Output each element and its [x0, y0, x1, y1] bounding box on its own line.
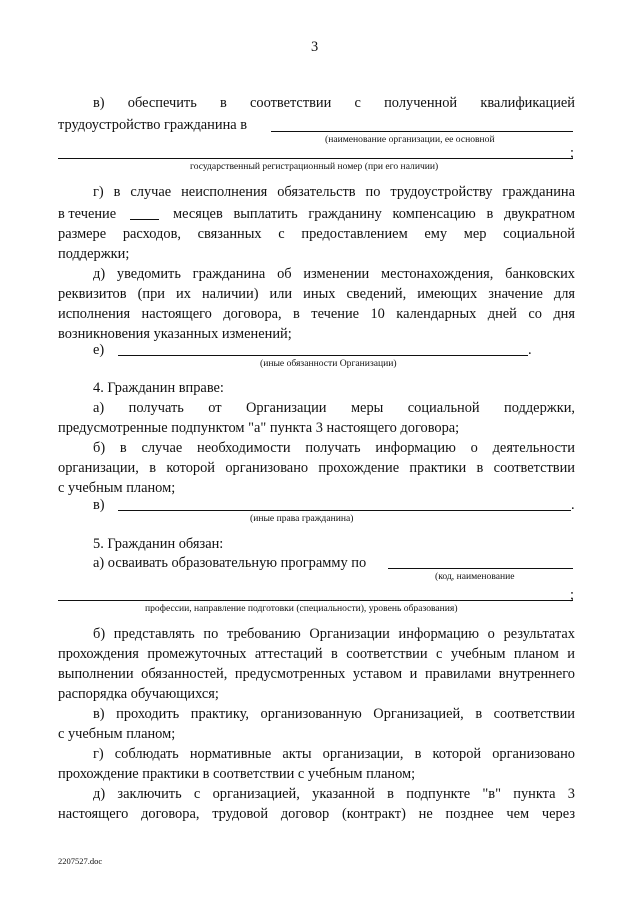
other-org-duties-field[interactable]	[118, 355, 528, 356]
clause-g-line-2-end: месяцев выплатить гражданину компенсацию в двукратном	[173, 206, 575, 222]
page-number: 3	[311, 39, 319, 55]
other-citizen-rights-caption: (иные права гражданина)	[250, 513, 354, 524]
section-5-v-line-2: с учебным планом;	[58, 726, 176, 742]
program-details-field[interactable]	[58, 600, 573, 601]
employer-field-end-mark: ;	[570, 145, 574, 161]
clause-g-line-1: г) в случае неисполнения обязательств по трудоустройству гражданина	[93, 184, 575, 200]
clause-g-line-4: поддержки;	[58, 246, 130, 262]
months-field[interactable]	[130, 219, 159, 220]
section-4-a-line-2: предусмотренные подпунктом "а" пункта 3 настоящего договора;	[58, 420, 460, 436]
section-5-d-line-1: д) заключить с организацией, указанной в подпункте "в" пункта 3	[93, 786, 575, 802]
section-5-b-line-2: прохождения промежуточных аттестаций в соответствии с учебным планом и	[58, 646, 575, 662]
section-5-b-line-4: распорядка обучающихся;	[58, 686, 219, 702]
clause-v-line-1: в) обеспечить в соответствии с полученной квалификацией	[93, 95, 575, 111]
section-4-b-line-1: б) в случае необходимости получать информацию о деятельности	[93, 440, 575, 456]
employer-reg-number-caption: государственный регистрационный номер (при его наличии)	[190, 161, 439, 172]
clause-d-line-1: д) уведомить гражданина об изменении местонахождения, банковских	[93, 266, 575, 282]
employer-name-caption: (наименование организации, ее основной	[325, 134, 495, 145]
clause-e-label: е)	[93, 342, 105, 358]
section-5-g-line-1: г) соблюдать нормативные акты организации, в которой организовано	[93, 746, 575, 762]
employer-name-field[interactable]	[271, 131, 573, 132]
clause-e-end-mark: .	[528, 342, 532, 358]
section-5-b-line-1: б) представлять по требованию Организации информацию о результатах	[93, 626, 575, 642]
employer-reg-number-field[interactable]	[58, 158, 573, 159]
program-code-caption: (код, наименование	[435, 571, 515, 582]
section-4-a-line-1: а) получать от Организации меры социальной поддержки,	[93, 400, 575, 416]
program-field-end-mark: ;	[570, 587, 574, 603]
clause-g-line-3: размере расходов, связанных с предоставлением ему мер социальной	[58, 226, 575, 242]
section-5-heading: 5. Гражданин обязан:	[93, 536, 224, 552]
clause-d-line-2: реквизитов (при их наличии) или иных сведений, имеющих значение для	[58, 286, 575, 302]
section-5-v-line-1: в) проходить практику, организованную Организацией, в соответствии	[93, 706, 575, 722]
clause-d-line-3: исполнения настоящего договора, в течение 10 календарных дней со дня	[58, 306, 575, 322]
section-4-b-line-2: организации, в которой организовано прохождение практики в соответствии	[58, 460, 575, 476]
section-5-g-line-2: прохождение практики в соответствии с учебным планом;	[58, 766, 416, 782]
program-details-caption: профессии, направление подготовки (специальности), уровень образования)	[145, 603, 458, 614]
section-5-b-line-3: выполнении обязанностей, предусмотренных уставом и правилами внутреннего	[58, 666, 575, 682]
section-4-b-line-3: с учебным планом;	[58, 480, 176, 496]
footer-filename: 2207527.doc	[58, 856, 103, 866]
clause-g-line-2-start: в течение	[58, 206, 117, 222]
section-4-heading: 4. Гражданин вправе:	[93, 380, 224, 396]
section-5-d-line-2: настоящего договора, трудовой договор (контракт) не позднее чем через	[58, 806, 575, 822]
section-5-a-line-1: а) осваивать образовательную программу по	[93, 555, 367, 571]
clause-v-line-2: трудоустройство гражданина в	[58, 117, 248, 133]
clause-d-line-4: возникновения указанных изменений;	[58, 326, 292, 342]
section-4-v-end-mark: .	[571, 497, 575, 513]
other-org-duties-caption: (иные обязанности Организации)	[260, 358, 397, 369]
other-citizen-rights-field[interactable]	[118, 510, 571, 511]
program-code-field[interactable]	[388, 568, 573, 569]
section-4-v-label: в)	[93, 497, 105, 513]
